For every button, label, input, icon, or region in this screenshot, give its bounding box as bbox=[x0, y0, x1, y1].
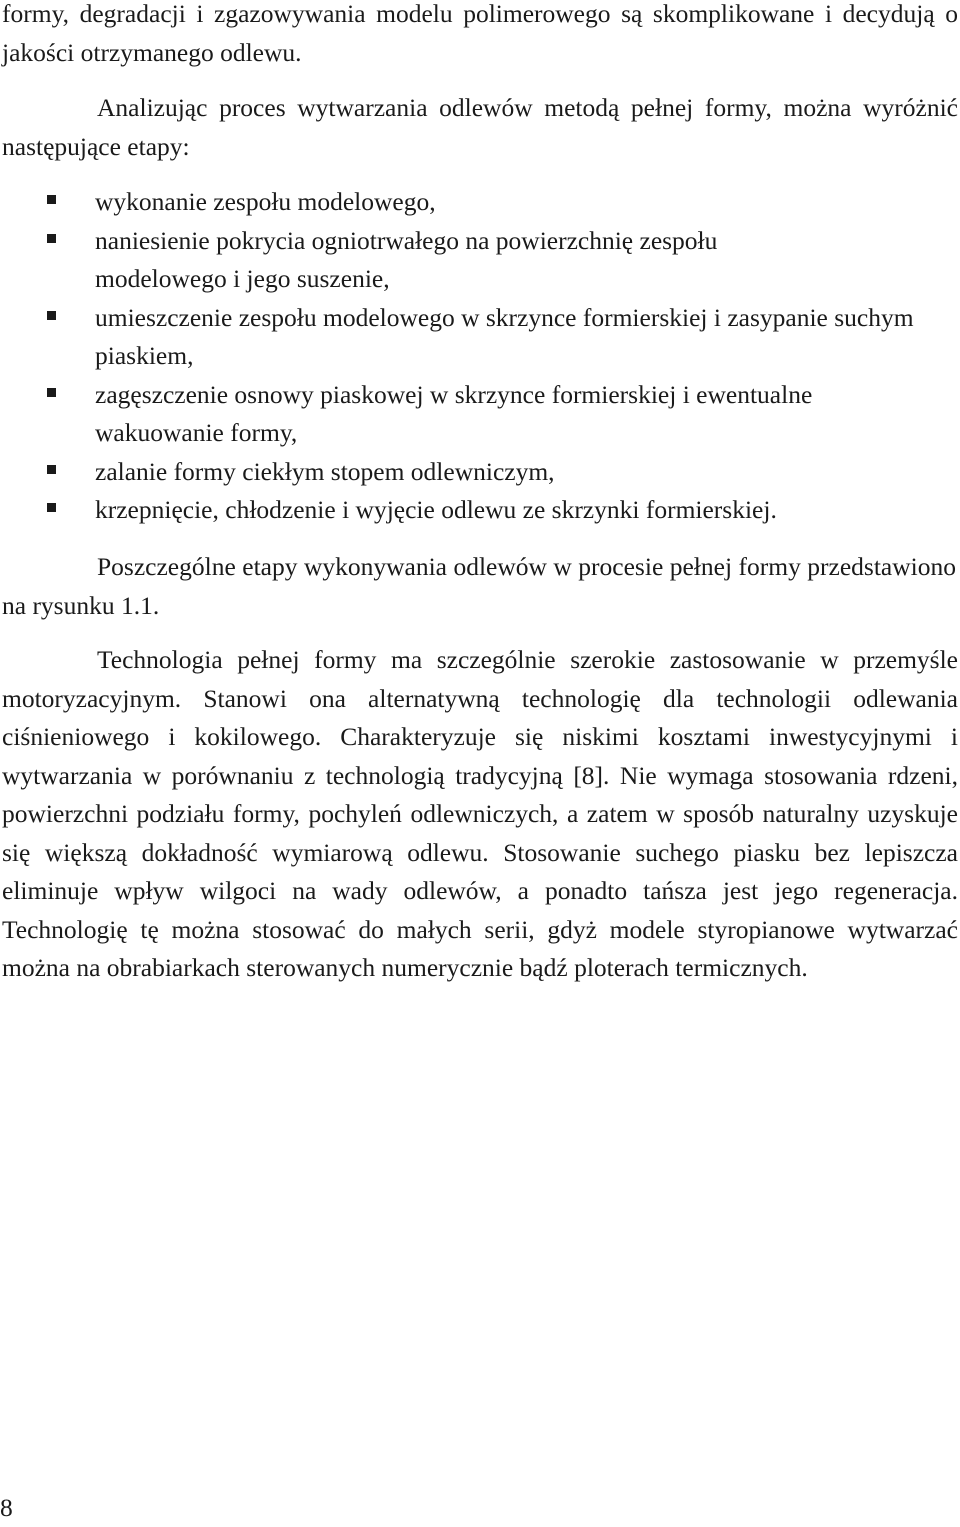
square-bullet-icon bbox=[47, 503, 56, 512]
square-bullet-icon bbox=[47, 465, 56, 474]
steps-list bbox=[0, 183, 940, 530]
list-item bbox=[0, 376, 940, 453]
list-item-text: zalanie formy ciekłym stopem odlewniczym, bbox=[95, 456, 555, 486]
square-bullet-icon bbox=[47, 311, 56, 320]
paragraph-intro: Analizując proces wytwarzania odlewów metodą pełnej formy, można wyróżnić następujące etapy: bbox=[2, 93, 958, 161]
paragraph-continuation: formy, degradacji i zgazowywania modelu polimerowego są skomplikowane i decydują o jakości otrzymanego odlewu. bbox=[2, 0, 958, 67]
paragraph-technology: Technologia pełnej formy ma szczególnie szerokie zastosowanie w przemyśle motoryzacyjnym. Stanowi ona alternatywną technologię dla technologii odlewania ciśnieniowego i kokilowego. Charakteryzuje się niskimi kosztami inwestycyjnymi i wytwarzania w porównaniu z technologią tradycyjną [8]. Nie wymaga stosowania rdzeni, powierzchni podziału formy, pochyleń odlewniczych, a zatem w sposób naturalny uzyskuje się większą dokładność wymiarową odlewu. Stosowanie suchego piasku bez lepiszcza eliminuje wpływ wilgoci na wady odlewów, a ponadto tańsza jest jego regeneracja. Technologię tę można stosować do małych serii, gdyż modele styropianowe wytwarzać można na obrabiarkach sterowanych numerycznie bądź ploterach termicznych. bbox=[2, 645, 958, 982]
list-item bbox=[0, 183, 940, 222]
list-item bbox=[0, 299, 940, 376]
page-number: 8 bbox=[0, 1493, 13, 1522]
list-item-text: umieszczenie zespołu modelowego w skrzynce formierskiej i zasypanie suchym piaskiem, bbox=[95, 302, 914, 370]
paragraph-figure-reference: Poszczególne etapy wykonywania odlewów w procesie pełnej formy przedstawiono na rysunku 1.1. bbox=[2, 552, 956, 620]
list-item bbox=[0, 453, 940, 492]
list-item-text: naniesienie pokrycia ogniotrwałego na powierzchnię zespołu modelowego i jego suszenie, bbox=[95, 225, 718, 293]
list-item-text: zagęszczenie osnowy piaskowej w skrzynce formierskiej i ewentualne wakuowanie formy, bbox=[95, 379, 813, 447]
list-item-text: wykonanie zespołu modelowego, bbox=[95, 187, 436, 216]
square-bullet-icon bbox=[47, 388, 56, 397]
square-bullet-icon bbox=[47, 234, 56, 243]
list-item bbox=[0, 491, 940, 530]
list-item-text: krzepnięcie, chłodzenie i wyjęcie odlewu ze skrzynki formierskiej. bbox=[95, 495, 777, 524]
square-bullet-icon bbox=[47, 195, 56, 204]
list-item bbox=[0, 222, 810, 299]
